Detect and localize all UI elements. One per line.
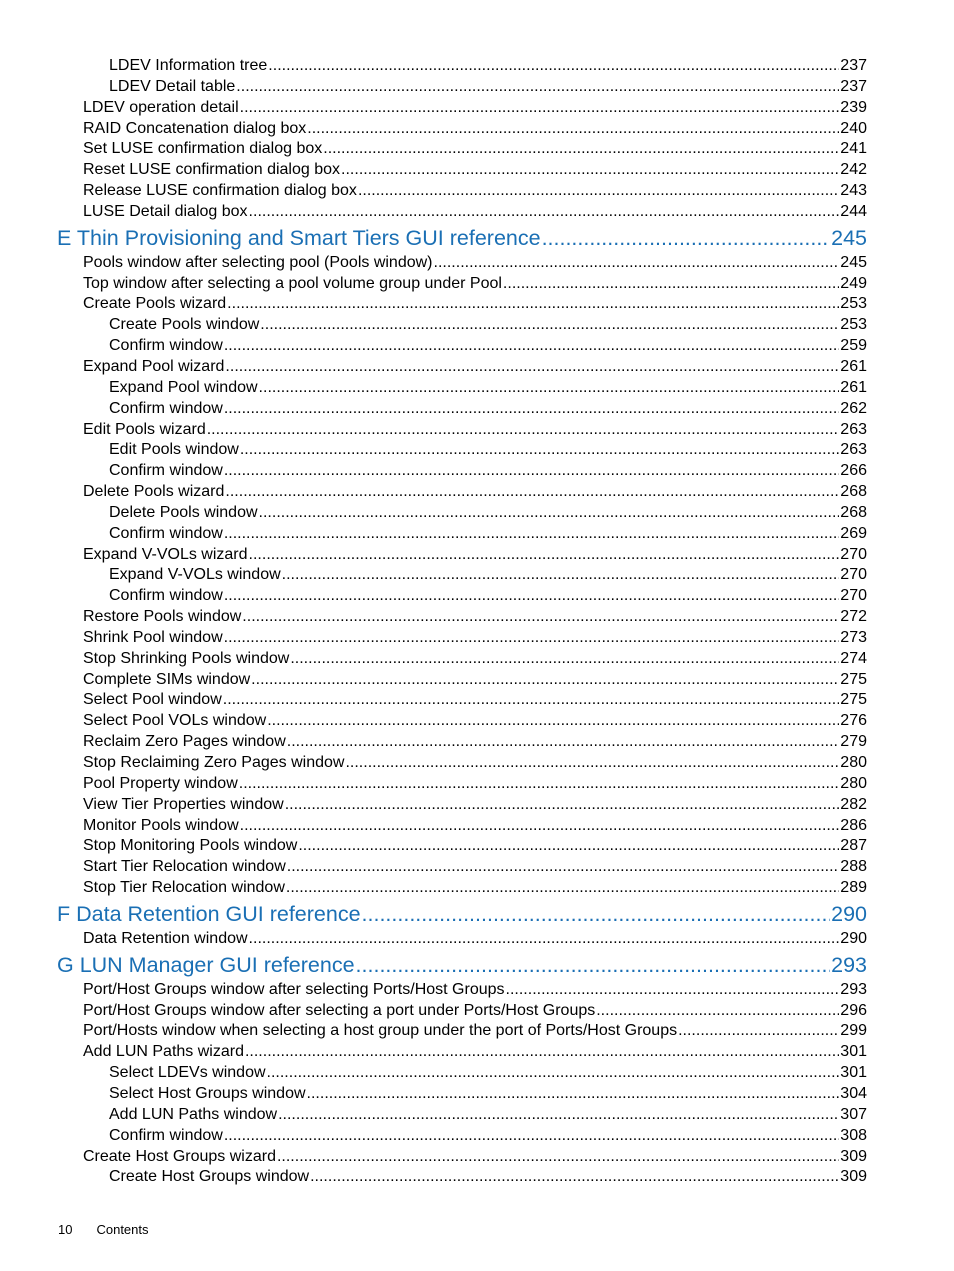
toc-entry-title: F Data Retention GUI reference [57,901,361,926]
dot-leader [298,836,839,857]
toc-entry-page: 268 [840,503,867,521]
toc-entry-page: 259 [840,337,867,355]
toc-chapter-entry[interactable] [57,951,867,980]
dot-leader [282,565,840,586]
toc-entry[interactable] [57,732,867,753]
page-footer [58,1222,149,1237]
toc-entry[interactable] [57,565,867,586]
toc-entry-page: 279 [840,733,867,751]
footer-section-label: Contents [96,1222,149,1237]
dot-leader [225,482,839,503]
toc-entry[interactable] [57,357,867,378]
toc-entry-page: 290 [831,901,867,926]
toc-entry-title: Stop Reclaiming Zero Pages window [83,754,345,771]
dot-leader [307,1084,840,1105]
toc-entry-page: 307 [840,1105,867,1123]
toc-entry-title: Data Retention window [83,929,248,947]
toc-entry-page: 249 [840,274,867,292]
toc-entry-title: G LUN Manager GUI reference [57,952,355,977]
toc-entry-title: LDEV Detail table [109,77,236,95]
toc-entry-title: E Thin Provisioning and Smart Tiers GUI reference [57,225,541,250]
toc-entry-page: 290 [840,929,867,947]
dot-leader [240,98,840,119]
toc-entry[interactable] [57,77,867,98]
toc-entry-title: Stop Tier Relocation window [83,879,285,897]
toc-entry-title: Stop Monitoring Pools window [83,837,298,855]
toc-entry-page: 262 [840,399,867,417]
toc-entry-title: Confirm window [109,524,223,542]
dot-leader [207,420,840,441]
toc-entry-page: 266 [840,462,867,480]
toc-entry[interactable] [57,1042,867,1063]
dot-leader [358,181,839,202]
toc-entry-page: 289 [840,879,867,897]
toc-entry[interactable] [57,524,867,545]
toc-entry[interactable] [57,98,867,119]
toc-entry[interactable] [57,1167,867,1188]
dot-leader [236,77,839,98]
toc-entry-page: 293 [831,952,867,977]
toc-entry-page: 275 [840,670,867,688]
toc-entry[interactable] [57,711,867,732]
toc-entry-title: Create Host Groups wizard [83,1147,276,1165]
dot-leader [249,545,840,566]
toc-entry-title: Port/Host Groups window after selecting Ports/Host Groups [83,980,505,998]
footer-page-number: 10 [58,1222,73,1237]
dot-leader [267,711,839,732]
dot-leader [287,857,840,878]
toc-entry[interactable] [57,649,867,670]
dot-leader [434,253,840,274]
toc-entry-title: Shrink Pool window [83,628,223,646]
toc-entry-page: 237 [840,77,867,95]
toc-entry-title: Reset LUSE confirmation dialog box [83,161,341,179]
toc-entry-title: Release LUSE confirmation dialog box [83,182,357,200]
toc-entry-page: 272 [840,608,867,626]
toc-entry-page: 293 [840,980,867,998]
toc-entry[interactable] [57,836,867,857]
dot-leader [278,1105,839,1126]
dot-leader [239,774,840,795]
toc-entry[interactable] [57,1001,867,1022]
dot-leader [341,160,839,181]
toc-entry-page: 253 [840,295,867,313]
dot-leader [506,980,840,1001]
dot-leader [323,139,839,160]
toc-entry-page: 280 [840,774,867,792]
toc-entry-title: Start Tier Relocation window [83,858,286,876]
dot-leader [356,951,831,980]
toc-entry[interactable] [57,628,867,649]
dot-leader [345,753,839,774]
toc-entry-title: Confirm window [109,1126,223,1144]
toc-entry-page: 286 [840,816,867,834]
toc-entry[interactable] [57,315,867,336]
toc-entry-title: Confirm window [109,587,223,605]
dot-leader [286,878,839,899]
dot-leader [678,1021,839,1042]
toc-entry-page: 280 [840,754,867,771]
dot-leader [224,524,839,545]
toc-entry-title: Select LDEVs window [109,1064,266,1082]
toc-entry-page: 243 [840,182,867,200]
toc-entry[interactable] [57,440,867,461]
toc-entry-title: Expand Pool wizard [83,357,225,375]
toc-entry[interactable] [57,160,867,181]
toc-entry-page: 287 [840,837,867,855]
toc-entry-page: 253 [840,316,867,334]
toc-entry[interactable] [57,753,867,774]
toc-entry-page: 301 [840,1064,867,1082]
toc-entry-page: 304 [840,1084,867,1102]
dot-leader [287,732,840,753]
toc-entry-page: 245 [840,253,867,271]
toc-entry-title: Confirm window [109,462,223,480]
toc-entry[interactable] [57,56,867,77]
toc-entry-title: Port/Host Groups window after selecting a port under Ports/Host Groups [83,1001,596,1019]
toc-entry-page: 276 [840,712,867,730]
toc-entry[interactable] [57,336,867,357]
toc-entry[interactable] [57,461,867,482]
toc-entry[interactable] [57,294,867,315]
dot-leader [249,202,840,223]
dot-leader [310,1167,839,1188]
toc-entry-title: Pools window after selecting pool (Pools window) [83,253,433,271]
toc-entry-page: 241 [840,140,867,158]
toc-entry-title: Select Pool window [83,691,222,709]
toc-entry[interactable] [57,202,867,223]
toc-entry[interactable] [57,253,867,274]
toc-entry[interactable] [57,980,867,1001]
toc-entry-page: 288 [840,858,867,876]
toc-entry-title: Edit Pools window [109,441,239,459]
dot-leader [242,607,839,628]
toc-entry-page: 296 [840,1001,867,1019]
dot-leader [240,816,840,837]
toc-entry[interactable] [57,545,867,566]
toc-entry-page: 240 [840,119,867,137]
dot-leader [259,503,840,524]
table-of-contents [57,56,867,1188]
toc-entry[interactable] [57,1063,867,1084]
toc-entry[interactable] [57,586,867,607]
dot-leader [503,274,839,295]
toc-entry-title: Delete Pools wizard [83,483,225,501]
dot-leader [240,440,839,461]
toc-entry[interactable] [57,690,867,711]
toc-entry[interactable] [57,119,867,140]
toc-entry-title: Confirm window [109,399,223,417]
toc-entry-title: View Tier Properties window [83,795,284,813]
toc-entry-title: Confirm window [109,337,223,355]
toc-entry-title: Stop Shrinking Pools window [83,649,290,667]
dot-leader [267,1063,840,1084]
dot-leader [307,119,839,140]
toc-entry-title: Create Host Groups window [109,1168,310,1186]
toc-entry[interactable] [57,1084,867,1105]
toc-entry[interactable] [57,274,867,295]
toc-entry[interactable] [57,857,867,878]
toc-entry-title: RAID Concatenation dialog box [83,119,307,137]
toc-chapter-entry[interactable] [57,900,867,929]
toc-entry[interactable] [57,1147,867,1168]
dot-leader [542,224,831,253]
toc-entry-title: Add LUN Paths wizard [83,1043,244,1061]
toc-entry-title: Add LUN Paths window [109,1105,278,1123]
toc-entry-page: 237 [840,57,867,74]
toc-entry-page: 274 [840,649,867,667]
toc-entry[interactable] [57,795,867,816]
toc-entry[interactable] [57,181,867,202]
dot-leader [290,649,839,670]
toc-entry[interactable] [57,1021,867,1042]
toc-entry-title: Select Host Groups window [109,1084,306,1102]
dot-leader [251,670,839,691]
toc-entry-title: Select Pool VOLs window [83,712,267,730]
dot-leader [224,1126,839,1147]
toc-entry-title: Set LUSE confirmation dialog box [83,140,323,158]
toc-entry-title: LDEV operation detail [83,98,239,116]
toc-entry-page: 245 [831,225,867,250]
toc-entry-title: Expand Pool window [109,378,258,396]
toc-entry-page: 261 [840,378,867,396]
toc-entry-page: 239 [840,98,867,116]
toc-entry[interactable] [57,1126,867,1147]
dot-leader [260,315,839,336]
toc-entry-title: Port/Hosts window when selecting a host group under the port of Ports/Host Groups [83,1022,678,1040]
toc-entry-page: 275 [840,691,867,709]
toc-entry[interactable] [57,774,867,795]
dot-leader [227,294,839,315]
dot-leader [277,1147,839,1168]
toc-entry[interactable] [57,929,867,950]
dot-leader [224,628,840,649]
toc-entry[interactable] [57,816,867,837]
toc-entry-page: 270 [840,587,867,605]
toc-entry[interactable] [57,607,867,628]
dot-leader [596,1001,839,1022]
toc-entry-page: 242 [840,161,867,179]
dot-leader [223,690,840,711]
toc-entry-page: 301 [840,1043,867,1061]
dot-leader [259,378,840,399]
toc-entry-page: 270 [840,545,867,563]
toc-entry-title: Delete Pools window [109,503,258,521]
dot-leader [224,399,839,420]
toc-entry-page: 309 [840,1168,867,1186]
toc-entry[interactable] [57,378,867,399]
dot-leader [225,357,839,378]
toc-entry-title: LDEV Information tree [109,57,268,74]
toc-entry[interactable] [57,399,867,420]
dot-leader [245,1042,839,1063]
toc-entry-page: 273 [840,628,867,646]
toc-entry[interactable] [57,878,867,899]
dot-leader [268,56,839,77]
toc-entry-page: 268 [840,483,867,501]
dot-leader [224,336,839,357]
toc-entry-page: 299 [840,1022,867,1040]
toc-entry-page: 269 [840,524,867,542]
toc-entry-title: Reclaim Zero Pages window [83,733,286,751]
toc-entry-title: Pool Property window [83,774,238,792]
dot-leader [362,900,831,929]
toc-entry-title: Complete SIMs window [83,670,251,688]
toc-entry[interactable] [57,670,867,691]
toc-entry-title: Edit Pools wizard [83,420,206,438]
toc-entry-title: Create Pools window [109,316,260,334]
toc-entry[interactable] [57,482,867,503]
toc-entry-page: 244 [840,202,867,220]
dot-leader [224,461,839,482]
toc-entry[interactable] [57,420,867,441]
toc-entry-page: 282 [840,795,867,813]
toc-entry-title: Monitor Pools window [83,816,239,834]
toc-entry[interactable] [57,139,867,160]
toc-entry-title: Top window after selecting a pool volume group under Pool [83,274,502,292]
toc-entry-title: Create Pools wizard [83,295,227,313]
toc-entry-page: 263 [840,420,867,438]
toc-entry[interactable] [57,1105,867,1126]
toc-entry-page: 270 [840,566,867,584]
toc-entry-title: LUSE Detail dialog box [83,202,248,220]
toc-entry-page: 309 [840,1147,867,1165]
toc-entry-title: Expand V-VOLs wizard [83,545,248,563]
dot-leader [285,795,840,816]
toc-chapter-entry[interactable] [57,224,867,253]
dot-leader [224,586,839,607]
toc-entry-page: 261 [840,357,867,375]
toc-entry-page: 263 [840,441,867,459]
dot-leader [249,929,840,950]
toc-entry-title: Restore Pools window [83,608,242,626]
toc-entry-title: Expand V-VOLs window [109,566,281,584]
toc-entry[interactable] [57,503,867,524]
toc-entry-page: 308 [840,1126,867,1144]
